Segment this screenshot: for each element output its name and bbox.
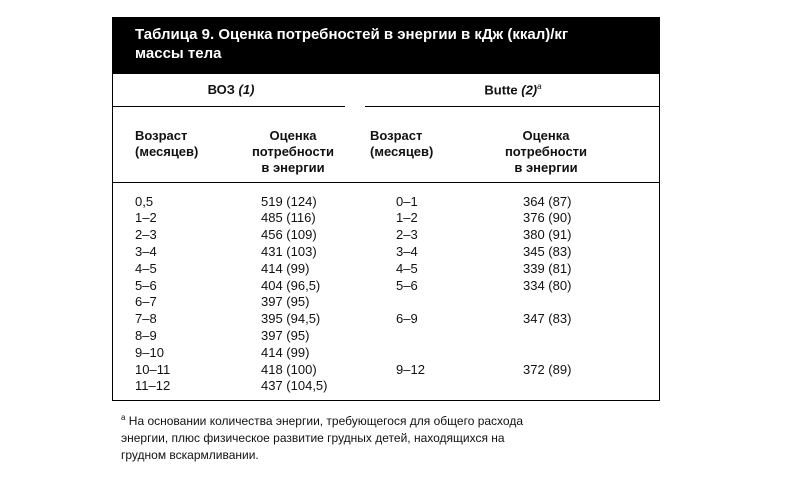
who-estimate-header-line3: в энергии (261, 160, 325, 175)
footnote-line3: грудном вскармливании. (121, 448, 259, 462)
butte-value-cell: 334 (80) (523, 278, 572, 293)
butte-age-header-line1: Возраст (370, 128, 423, 143)
who-age-cell: 0,5 (135, 194, 154, 209)
who-estimate-header-line2: потребности (251, 144, 335, 159)
who-age-header-line2: (месяцев) (135, 144, 199, 159)
header-divider (113, 182, 659, 183)
butte-estimate-header-line1: Оценка (522, 128, 570, 143)
butte-value-cell: 339 (81) (523, 261, 572, 276)
group-header-butte (365, 82, 661, 97)
group-who-underline (113, 106, 345, 107)
who-age-cell: 2–3 (135, 227, 157, 242)
footnote-line2: энергии, плюс физическое развитие грудных детей, находящихся на (121, 431, 505, 445)
who-value-cell: 519 (124) (261, 194, 317, 209)
butte-estimate-header (491, 128, 601, 176)
butte-value-cell: 345 (83) (523, 244, 572, 259)
group-header-who (113, 82, 349, 97)
who-value-cell: 437 (104,5) (261, 378, 328, 393)
who-age-cell: 8–9 (135, 328, 157, 343)
footnote-text1: На основании количества энергии, требующегося для общего расхода (125, 414, 523, 428)
who-value-cell: 397 (95) (261, 294, 310, 309)
group-butte-name: Butte (484, 82, 518, 98)
butte-value-cell: 347 (83) (523, 311, 572, 326)
butte-age-header (370, 128, 433, 160)
who-age-cell: 11–12 (135, 378, 171, 393)
butte-age-cell: 5–6 (396, 278, 418, 293)
who-value-cell: 414 (99) (261, 261, 310, 276)
group-butte-underline (365, 106, 659, 107)
table-title-line1: Таблица 9. Оценка потребностей в энергии в кДж (ккал)/кг (135, 26, 569, 43)
group-butte-ref: (2) (521, 82, 538, 98)
who-value-cell: 431 (103) (261, 244, 317, 259)
who-value-cell: 485 (116) (261, 210, 316, 225)
footnote-line1 (121, 409, 641, 430)
butte-age-cell: 4–5 (396, 261, 418, 276)
who-estimate-header-line1: Оценка (269, 128, 317, 143)
butte-age-cell: 1–2 (396, 210, 418, 225)
group-who-ref: (1) (238, 82, 255, 97)
butte-value-cell: 380 (91) (523, 227, 572, 242)
table-title (113, 18, 659, 74)
table-title-line2: массы тела (135, 45, 222, 62)
butte-estimate-header-line2: потребности (504, 144, 588, 159)
who-age-cell: 6–7 (135, 294, 157, 309)
who-value-cell: 397 (95) (261, 328, 310, 343)
who-age-cell: 3–4 (135, 244, 157, 259)
energy-table (112, 17, 660, 401)
who-estimate-header (238, 128, 348, 176)
who-value-cell: 414 (99) (261, 345, 310, 360)
who-age-cell: 4–5 (135, 261, 157, 276)
who-age-cell: 1–2 (135, 210, 157, 225)
group-who-name: ВОЗ (207, 82, 235, 97)
butte-age-cell: 2–3 (396, 227, 418, 242)
butte-age-cell: 6–9 (396, 311, 418, 326)
who-age-header-line1: Возраст (135, 128, 188, 143)
footnote-marker: a (121, 413, 126, 422)
who-age-cell: 5–6 (135, 278, 157, 293)
butte-age-header-line2: (месяцев) (370, 144, 434, 159)
butte-age-cell: 9–12 (396, 362, 425, 377)
group-butte-footnote-marker: a (537, 82, 542, 91)
butte-value-cell: 364 (87) (523, 194, 572, 209)
who-age-cell: 9–10 (135, 345, 164, 360)
who-value-cell: 456 (109) (261, 227, 317, 242)
butte-estimate-header-line3: в энергии (514, 160, 578, 175)
butte-value-cell: 376 (90) (523, 210, 572, 225)
who-age-header (135, 128, 198, 160)
who-value-cell: 395 (94,5) (261, 311, 321, 326)
who-value-cell: 404 (96,5) (261, 278, 321, 293)
table-footnote (121, 409, 641, 464)
who-value-cell: 418 (100) (261, 362, 317, 377)
who-age-cell: 7–8 (135, 311, 157, 326)
who-age-cell: 10–11 (135, 362, 171, 377)
butte-value-cell: 372 (89) (523, 362, 572, 377)
butte-age-cell: 0–1 (396, 194, 418, 209)
butte-age-cell: 3–4 (396, 244, 418, 259)
